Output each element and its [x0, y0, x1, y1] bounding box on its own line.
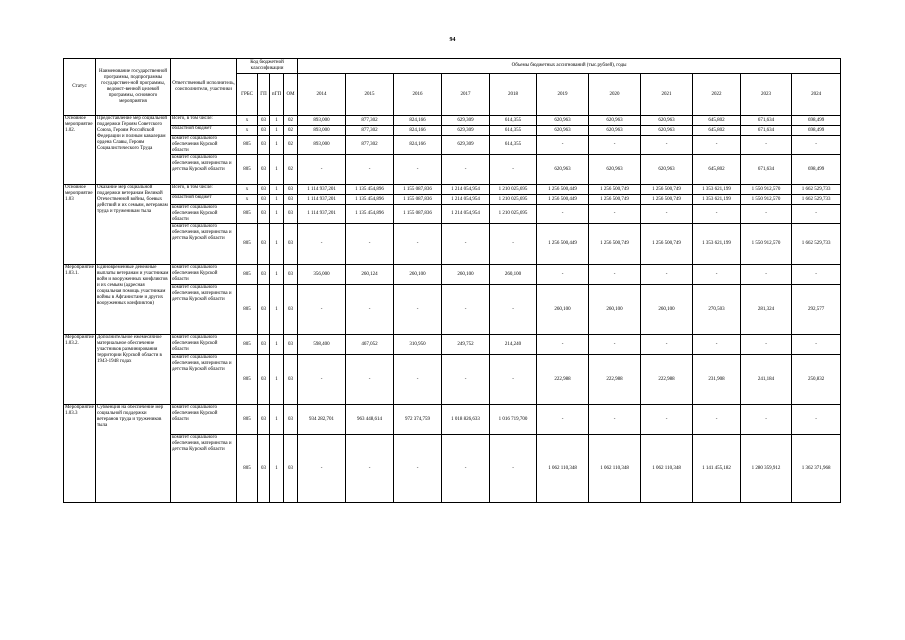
value-cell: -: [346, 224, 394, 265]
value-cell: 824,166: [394, 136, 442, 155]
value-cell: -: [741, 265, 792, 285]
value-cell: 281,324: [741, 285, 792, 335]
header-year: 2015: [346, 74, 394, 116]
value-cell: -: [346, 155, 394, 185]
code-cell: 02: [284, 155, 298, 185]
value-cell: 877,302: [346, 116, 394, 126]
executor-cell: комитет социального обеспечения, материнства и детства Курской области: [171, 435, 237, 503]
value-cell: 292,577: [792, 285, 841, 335]
code-cell: 805: [237, 224, 258, 265]
executor-cell: комитет социального обеспечения Курской области: [171, 136, 237, 155]
value-cell: 1 135 454,896: [346, 205, 394, 224]
value-cell: 645,802: [693, 155, 741, 185]
value-cell: 1 256 500,749: [641, 195, 693, 205]
value-cell: 614,355: [490, 116, 537, 126]
value-cell: -: [298, 155, 346, 185]
header-year: 2014: [298, 74, 346, 116]
executor-cell: комитет социального обеспечения Курской области: [171, 335, 237, 355]
table-row: [64, 185, 841, 195]
table-row: [64, 285, 841, 335]
table-row: [64, 435, 841, 503]
header-status: Статус: [64, 59, 96, 116]
value-cell: 1 280 359,912: [741, 435, 792, 503]
value-cell: -: [641, 405, 693, 435]
value-cell: 963 448,614: [346, 405, 394, 435]
code-cell: 1: [270, 355, 284, 405]
value-cell: 620,963: [641, 155, 693, 185]
value-cell: 972 374,759: [394, 405, 442, 435]
table-row: [64, 116, 841, 126]
value-cell: -: [741, 405, 792, 435]
code-cell: 03: [258, 205, 270, 224]
value-cell: 877,302: [346, 126, 394, 136]
executor-cell: областной бюджет: [171, 195, 237, 205]
code-cell: 805: [237, 435, 258, 503]
code-cell: 805: [237, 205, 258, 224]
value-cell: 1 114 937,201: [298, 205, 346, 224]
value-cell: -: [394, 224, 442, 265]
value-cell: -: [490, 355, 537, 405]
value-cell: -: [537, 136, 589, 155]
code-cell: 1: [270, 136, 284, 155]
executor-cell: комитет социального обеспечения, материнства и детства Курской области: [171, 224, 237, 265]
code-cell: 03: [258, 285, 270, 335]
code-cell: 805: [237, 335, 258, 355]
value-cell: 260,124: [346, 265, 394, 285]
value-cell: 1 062 110,348: [537, 435, 589, 503]
value-cell: 222,988: [537, 355, 589, 405]
code-cell: 1: [270, 335, 284, 355]
code-cell: 805: [237, 265, 258, 285]
header-volumes: Объемы бюджетных ассигнований (тыс.рублей), годы: [298, 59, 841, 74]
code-cell: 03: [284, 195, 298, 205]
value-cell: 620,963: [589, 155, 641, 185]
value-cell: -: [589, 136, 641, 155]
value-cell: 1 353 621,199: [693, 185, 741, 195]
value-cell: 598,400: [298, 335, 346, 355]
value-cell: 1 353 621,199: [693, 195, 741, 205]
value-cell: 1 018 826,633: [442, 405, 490, 435]
table-row: [64, 136, 841, 155]
value-cell: -: [298, 285, 346, 335]
table-row: [64, 405, 841, 435]
value-cell: 260,100: [641, 285, 693, 335]
value-cell: 620,963: [589, 126, 641, 136]
value-cell: -: [346, 355, 394, 405]
value-cell: 1 662 529,733: [792, 185, 841, 195]
value-cell: -: [693, 265, 741, 285]
header-year: 2022: [693, 74, 741, 116]
value-cell: -: [442, 285, 490, 335]
value-cell: -: [394, 355, 442, 405]
value-cell: 1 353 621,199: [693, 224, 741, 265]
value-cell: 1 362 371,968: [792, 435, 841, 503]
code-cell: x: [237, 185, 258, 195]
table-row: [64, 195, 841, 205]
value-cell: -: [693, 335, 741, 355]
value-cell: 614,355: [490, 126, 537, 136]
value-cell: 1 062 110,348: [589, 435, 641, 503]
value-cell: -: [442, 435, 490, 503]
code-cell: 03: [284, 205, 298, 224]
code-cell: 03: [258, 224, 270, 265]
code-cell: 02: [284, 136, 298, 155]
value-cell: -: [589, 335, 641, 355]
value-cell: 250,832: [792, 355, 841, 405]
code-cell: 03: [284, 285, 298, 335]
value-cell: 620,963: [641, 126, 693, 136]
value-cell: 893,000: [298, 136, 346, 155]
value-cell: 893,000: [298, 126, 346, 136]
value-cell: 893,000: [298, 116, 346, 126]
value-cell: 1 256 500,749: [641, 185, 693, 195]
value-cell: -: [298, 435, 346, 503]
value-cell: -: [589, 405, 641, 435]
value-cell: -: [537, 335, 589, 355]
value-cell: 1 256 500,449: [537, 195, 589, 205]
header-code-col: ГРБС: [237, 74, 258, 116]
value-cell: 671,634: [741, 126, 792, 136]
value-cell: 1 256 500,449: [537, 224, 589, 265]
executor-cell: Всего, в том числе:: [171, 185, 237, 195]
value-cell: 1 114 937,201: [298, 195, 346, 205]
value-cell: 467,052: [346, 335, 394, 355]
value-cell: -: [641, 265, 693, 285]
status-cell: Мероприятие 1.03.1.: [64, 265, 96, 335]
value-cell: -: [641, 136, 693, 155]
value-cell: 629,309: [442, 126, 490, 136]
code-cell: 03: [284, 405, 298, 435]
value-cell: -: [442, 224, 490, 265]
code-cell: 1: [270, 155, 284, 185]
value-cell: 620,963: [537, 155, 589, 185]
code-cell: 1: [270, 285, 284, 335]
value-cell: 270,503: [693, 285, 741, 335]
value-cell: -: [693, 136, 741, 155]
value-cell: -: [693, 205, 741, 224]
value-cell: -: [537, 265, 589, 285]
value-cell: 260,100: [442, 265, 490, 285]
value-cell: 1 256 500,749: [641, 224, 693, 265]
budget-table: [63, 58, 841, 503]
value-cell: 645,802: [693, 126, 741, 136]
header-year: 2019: [537, 74, 589, 116]
value-cell: -: [589, 265, 641, 285]
value-cell: 671,634: [741, 155, 792, 185]
header-executor: Ответственный исполнитель, соисполнители, участники: [171, 59, 237, 116]
value-cell: 1 214 054,954: [442, 205, 490, 224]
value-cell: 1 114 937,201: [298, 185, 346, 195]
executor-cell: комитет социального обеспечения, материнства и детства Курской области: [171, 285, 237, 335]
code-cell: 805: [237, 136, 258, 155]
value-cell: 260,100: [589, 285, 641, 335]
value-cell: 1 550 912,570: [741, 185, 792, 195]
value-cell: 1 210 025,695: [490, 185, 537, 195]
value-cell: 698,499: [792, 126, 841, 136]
code-cell: 03: [258, 405, 270, 435]
value-cell: -: [589, 205, 641, 224]
code-cell: 03: [258, 335, 270, 355]
value-cell: 620,963: [537, 116, 589, 126]
value-cell: 1 256 500,749: [589, 224, 641, 265]
header-year: 2018: [490, 74, 537, 116]
executor-cell: комитет социального обеспечения, материнства и детства Курской области: [171, 155, 237, 185]
value-cell: 1 662 529,733: [792, 195, 841, 205]
header-year: 2017: [442, 74, 490, 116]
executor-cell: Всего, в том числе:: [171, 116, 237, 126]
value-cell: -: [298, 224, 346, 265]
value-cell: 1 214 054,954: [442, 195, 490, 205]
code-cell: 03: [284, 224, 298, 265]
executor-cell: комитет социального обеспечения Курской области: [171, 265, 237, 285]
table-row: [64, 335, 841, 355]
header-year: 2024: [792, 74, 841, 116]
table-row: [64, 355, 841, 405]
table-body: [64, 116, 841, 503]
code-cell: 1: [270, 435, 284, 503]
value-cell: -: [741, 205, 792, 224]
value-cell: 222,988: [641, 355, 693, 405]
code-cell: 1: [270, 185, 284, 195]
status-cell: Основное мероприятие 1.03: [64, 185, 96, 265]
value-cell: 260,100: [490, 265, 537, 285]
code-cell: x: [237, 195, 258, 205]
value-cell: 260,100: [537, 285, 589, 335]
value-cell: 1 155 087,836: [394, 205, 442, 224]
value-cell: 222,988: [589, 355, 641, 405]
status-cell: Основное мероприятие 1.02.: [64, 116, 96, 185]
executor-cell: комитет социального обеспечения, материнства и детства Курской области: [171, 355, 237, 405]
value-cell: 1 214 054,954: [442, 185, 490, 195]
code-cell: 03: [258, 155, 270, 185]
value-cell: -: [741, 335, 792, 355]
code-cell: 03: [258, 185, 270, 195]
value-cell: 614,355: [490, 136, 537, 155]
value-cell: 310,950: [394, 335, 442, 355]
value-cell: 1 141 455,182: [693, 435, 741, 503]
value-cell: -: [792, 405, 841, 435]
header-code-col: ГП: [258, 74, 270, 116]
code-cell: 02: [284, 116, 298, 126]
code-cell: 805: [237, 155, 258, 185]
value-cell: -: [346, 435, 394, 503]
value-cell: -: [641, 205, 693, 224]
code-cell: 03: [258, 195, 270, 205]
code-cell: 1: [270, 126, 284, 136]
header-code-col: пГП: [270, 74, 284, 116]
status-cell: Мероприятие 1.03.3: [64, 405, 96, 503]
value-cell: -: [693, 405, 741, 435]
code-cell: 03: [258, 136, 270, 155]
value-cell: -: [792, 205, 841, 224]
value-cell: -: [394, 155, 442, 185]
value-cell: -: [537, 205, 589, 224]
value-cell: 698,499: [792, 155, 841, 185]
value-cell: 1 550 912,570: [741, 195, 792, 205]
table-row: [64, 224, 841, 265]
value-cell: -: [442, 355, 490, 405]
value-cell: -: [792, 136, 841, 155]
value-cell: 1 062 110,348: [641, 435, 693, 503]
value-cell: 231,908: [693, 355, 741, 405]
value-cell: 934 282,701: [298, 405, 346, 435]
value-cell: -: [741, 136, 792, 155]
value-cell: 1 662 529,733: [792, 224, 841, 265]
code-cell: 1: [270, 265, 284, 285]
code-cell: 1: [270, 405, 284, 435]
value-cell: -: [792, 265, 841, 285]
header-code-col: ОМ: [284, 74, 298, 116]
executor-cell: комитет социального обеспечения Курской области: [171, 205, 237, 224]
value-cell: -: [490, 285, 537, 335]
code-cell: 1: [270, 195, 284, 205]
code-cell: 03: [258, 265, 270, 285]
value-cell: 877,302: [346, 136, 394, 155]
value-cell: 241,184: [741, 355, 792, 405]
table-header: [64, 59, 841, 116]
code-cell: 805: [237, 285, 258, 335]
value-cell: 260,100: [394, 265, 442, 285]
value-cell: -: [490, 155, 537, 185]
table-row: [64, 126, 841, 136]
value-cell: -: [537, 405, 589, 435]
code-cell: 03: [258, 126, 270, 136]
code-cell: 03: [258, 116, 270, 126]
value-cell: 1 256 500,749: [589, 185, 641, 195]
value-cell: 1 135 454,896: [346, 195, 394, 205]
value-cell: -: [298, 355, 346, 405]
value-cell: -: [792, 335, 841, 355]
code-cell: 03: [284, 265, 298, 285]
executor-cell: областной бюджет: [171, 126, 237, 136]
header-program-name: Наименование государственной программы, подпрограммы государствен-ной программы, ведомст-венной целевой программы, основного мероприятия: [96, 59, 171, 116]
code-cell: 805: [237, 405, 258, 435]
header-year: 2016: [394, 74, 442, 116]
header-year: 2021: [641, 74, 693, 116]
code-cell: x: [237, 116, 258, 126]
value-cell: 1 210 025,695: [490, 205, 537, 224]
value-cell: 214,240: [490, 335, 537, 355]
value-cell: 1 256 500,749: [589, 195, 641, 205]
value-cell: 1 210 025,695: [490, 195, 537, 205]
value-cell: -: [394, 285, 442, 335]
value-cell: 629,309: [442, 116, 490, 126]
value-cell: -: [490, 224, 537, 265]
value-cell: -: [641, 335, 693, 355]
value-cell: 1 135 454,896: [346, 185, 394, 195]
code-cell: 03: [258, 435, 270, 503]
value-cell: 620,963: [589, 116, 641, 126]
code-cell: 03: [284, 185, 298, 195]
value-cell: 620,963: [641, 116, 693, 126]
value-cell: 1 256 500,449: [537, 185, 589, 195]
code-cell: 1: [270, 205, 284, 224]
code-cell: 02: [284, 126, 298, 136]
code-cell: 1: [270, 224, 284, 265]
program-name-cell: Предоставление мер социальной поддержки Героям Советского Союза, Героям Российской Федерации и полным кавалерам ордена Славы, Героям Социалистического Труда: [96, 116, 171, 185]
code-cell: 03: [284, 355, 298, 405]
value-cell: -: [490, 435, 537, 503]
value-cell: 1 016 719,700: [490, 405, 537, 435]
code-cell: 03: [284, 435, 298, 503]
code-cell: x: [237, 126, 258, 136]
value-cell: 629,309: [442, 136, 490, 155]
value-cell: -: [442, 155, 490, 185]
value-cell: 824,166: [394, 126, 442, 136]
value-cell: -: [346, 285, 394, 335]
code-cell: 805: [237, 355, 258, 405]
value-cell: 671,634: [741, 116, 792, 126]
code-cell: 03: [258, 355, 270, 405]
header-year: 2020: [589, 74, 641, 116]
program-name-cell: Дополнительное ежемесячное материальное обеспечение участников разминирования территории Курской области в 1943-1948 годах: [96, 335, 171, 405]
value-cell: 698,499: [792, 116, 841, 126]
table-row: [64, 155, 841, 185]
value-cell: 249,752: [442, 335, 490, 355]
header-year: 2023: [741, 74, 792, 116]
program-name-cell: Единовременные денежные выплаты ветеранам и участникам войн и вооруженных конфликтов и их семьям (адресная социальная помощь участникам войны в Афганистане и других вооруженных конфликтов): [96, 265, 171, 335]
page-number: 94: [449, 37, 456, 43]
value-cell: -: [394, 435, 442, 503]
value-cell: 1 155 087,836: [394, 185, 442, 195]
table-row: [64, 265, 841, 285]
value-cell: 356,000: [298, 265, 346, 285]
value-cell: 645,802: [693, 116, 741, 126]
table-row: [64, 205, 841, 224]
program-name-cell: Оказание мер социальной поддержки ветеранам Великой Отечественной войны, боевых действий и их семьям, ветеранам труда и труженикам тыла: [96, 185, 171, 265]
status-cell: Мероприятие 1.03.2.: [64, 335, 96, 405]
program-name-cell: Субвенция на обеспечение мер социальной поддержки ветеранов труда и тружеников тыла: [96, 405, 171, 503]
value-cell: 620,963: [537, 126, 589, 136]
value-cell: 824,166: [394, 116, 442, 126]
code-cell: 03: [284, 335, 298, 355]
value-cell: 1 155 087,836: [394, 195, 442, 205]
code-cell: 1: [270, 116, 284, 126]
header-budget-code: Код бюджетной классификации: [237, 59, 298, 74]
executor-cell: комитет социального обеспечения Курской области: [171, 405, 237, 435]
value-cell: 1 550 912,570: [741, 224, 792, 265]
